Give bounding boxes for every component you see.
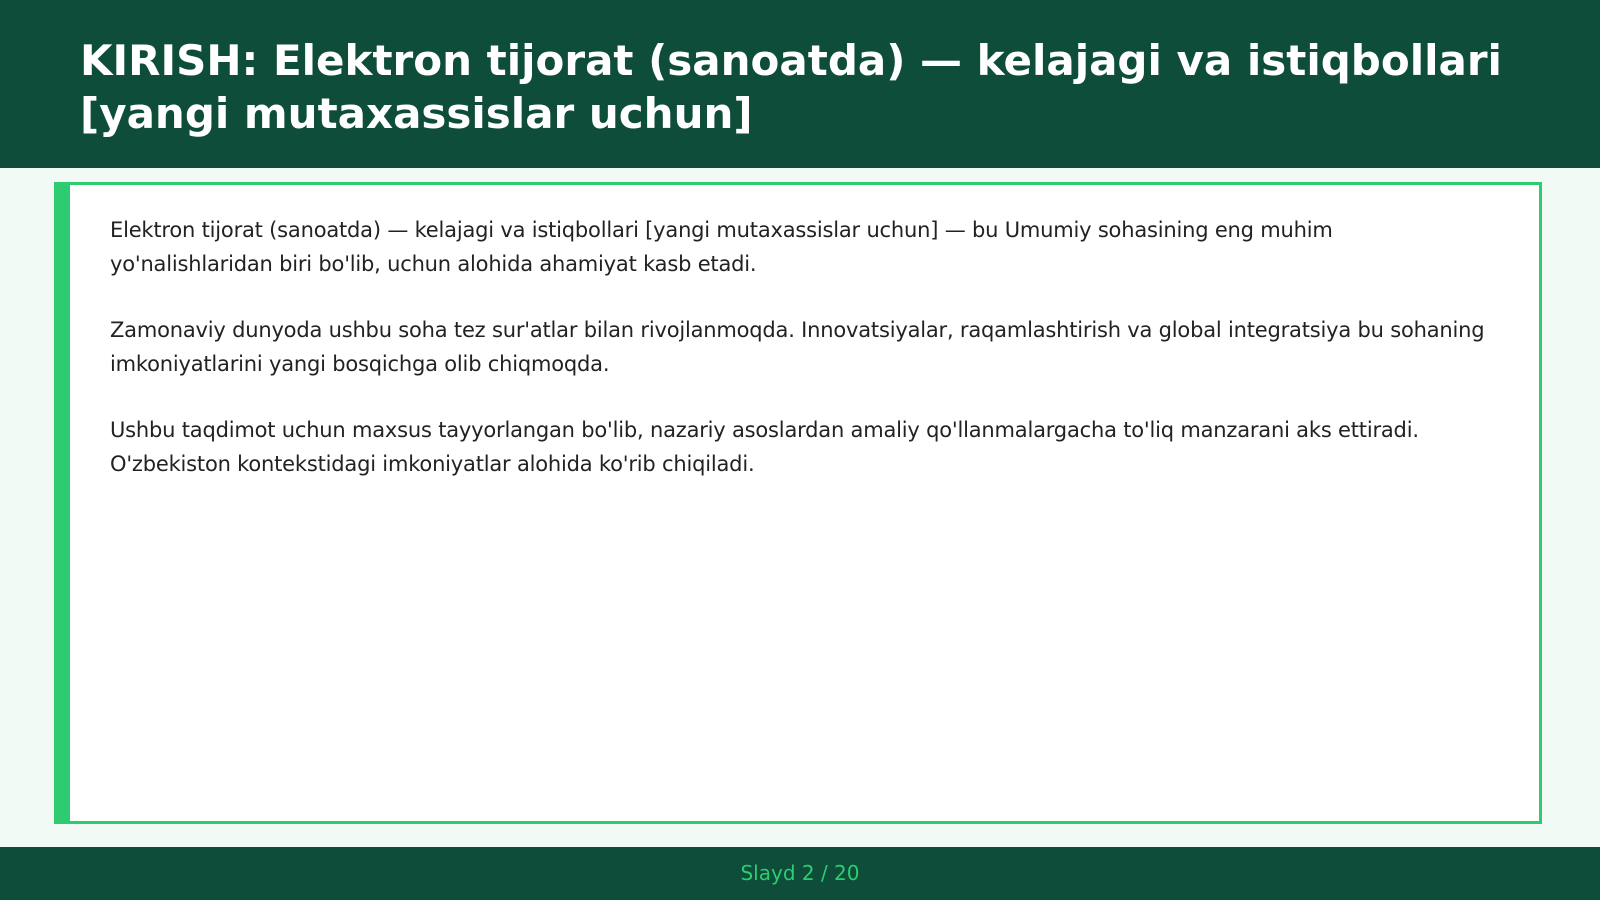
- slide-counter: Slayd 2 / 20: [740, 861, 860, 885]
- content-card: [54, 182, 1542, 824]
- intro-paragraph-2: Zamonaviy dunyoda ushbu soha tez sur'atlar bilan rivojlanmoqda. Innovatsiyalar, raqamlashtirish va global integratsiya bu sohaning imkoniyatlarini yangi bosqichga olib chiqmoqda.: [110, 318, 1485, 376]
- intro-paragraph-1: Elektron tijorat (sanoatda) — kelajagi va istiqbollari [yangi mutaxassislar uchun] — bu Umumiy sohasining eng muhim yo'nalishlaridan biri bo'lib, uchun alohida ahamiyat kasb etadi.: [110, 218, 1333, 276]
- intro-paragraph-3: Ushbu taqdimot uchun maxsus tayyorlangan bo'lib, nazariy asoslardan amaliy qo'llanmalargacha to'liq manzarani aks ettiradi. O'zbekiston kontekstidagi imkoniyatlar alohida ko'rib chiqiladi.: [110, 418, 1419, 476]
- slide-title: KIRISH: Elektron tijorat (sanoatda) — kelajagi va istiqbollari [yangi mutaxassislar uchun]: [80, 36, 1502, 138]
- slide-footer: [0, 847, 1600, 900]
- content-body: [110, 213, 1499, 513]
- slide-header: [0, 0, 1600, 168]
